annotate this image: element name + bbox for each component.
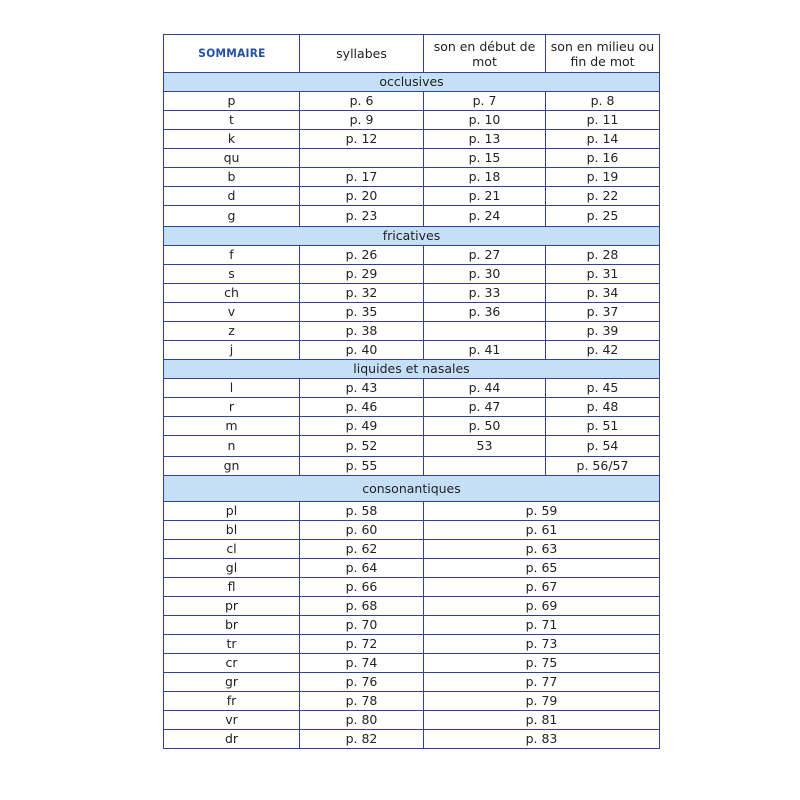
table-row <box>164 540 660 559</box>
section-header-row <box>164 73 660 92</box>
syllabes-cell: p. 17 <box>300 168 424 187</box>
table-row <box>164 436 660 457</box>
debut-cell: p. 13 <box>424 130 546 149</box>
table-row <box>164 635 660 654</box>
table-row <box>164 559 660 578</box>
sound-cell: qu <box>164 149 300 168</box>
syllabes-cell: p. 20 <box>300 187 424 206</box>
header-row <box>164 35 660 73</box>
syllabes-cell: p. 46 <box>300 398 424 417</box>
syllabes-cell: p. 66 <box>300 578 424 597</box>
milieu-cell: p. 56/57 <box>546 457 660 476</box>
table-row <box>164 417 660 436</box>
syllabes-cell: p. 35 <box>300 303 424 322</box>
debut-cell: p. 33 <box>424 284 546 303</box>
sound-cell: pl <box>164 502 300 521</box>
section-title: occlusives <box>164 73 660 92</box>
table-row <box>164 616 660 635</box>
sommaire-table <box>163 34 660 749</box>
sommaire-title: SOMMAIRE <box>169 35 294 73</box>
son-merged-cell: p. 75 <box>424 654 660 673</box>
syllabes-cell: p. 38 <box>300 322 424 341</box>
son-merged-cell: p. 61 <box>424 521 660 540</box>
sound-cell: b <box>164 168 300 187</box>
son-merged-cell: p. 59 <box>424 502 660 521</box>
table-row <box>164 130 660 149</box>
sound-cell: fr <box>164 692 300 711</box>
syllabes-cell: p. 82 <box>300 730 424 749</box>
syllabes-cell: p. 32 <box>300 284 424 303</box>
milieu-cell: p. 11 <box>546 111 660 130</box>
table-row <box>164 187 660 206</box>
milieu-cell: p. 37 <box>546 303 660 322</box>
son-merged-cell: p. 63 <box>424 540 660 559</box>
table-row <box>164 673 660 692</box>
debut-cell: p. 47 <box>424 398 546 417</box>
syllabes-cell: p. 23 <box>300 206 424 227</box>
table-row <box>164 206 660 227</box>
sound-cell: k <box>164 130 300 149</box>
syllabes-cell: p. 43 <box>300 379 424 398</box>
syllabes-cell: p. 52 <box>300 436 424 457</box>
milieu-cell: p. 14 <box>546 130 660 149</box>
syllabes-cell: p. 40 <box>300 341 424 360</box>
milieu-cell: p. 39 <box>546 322 660 341</box>
syllabes-cell: p. 55 <box>300 457 424 476</box>
sound-cell: d <box>164 187 300 206</box>
sound-cell: j <box>164 341 300 360</box>
table-row <box>164 597 660 616</box>
syllabes-cell: p. 74 <box>300 654 424 673</box>
sound-cell: f <box>164 246 300 265</box>
son-merged-cell: p. 73 <box>424 635 660 654</box>
syllabes-cell: p. 12 <box>300 130 424 149</box>
debut-cell: p. 41 <box>424 341 546 360</box>
table-row <box>164 398 660 417</box>
sound-cell: gn <box>164 457 300 476</box>
syllabes-cell <box>300 149 424 168</box>
debut-cell <box>424 457 546 476</box>
milieu-cell: p. 31 <box>546 265 660 284</box>
section-title: liquides et nasales <box>164 360 660 379</box>
column-header-debut: son en début de mot <box>424 35 546 73</box>
milieu-cell: p. 28 <box>546 246 660 265</box>
syllabes-cell: p. 9 <box>300 111 424 130</box>
table-row <box>164 730 660 749</box>
sound-cell: t <box>164 111 300 130</box>
table-row <box>164 711 660 730</box>
son-merged-cell: p. 81 <box>424 711 660 730</box>
section-title: consonantiques <box>164 476 660 502</box>
syllabes-cell: p. 72 <box>300 635 424 654</box>
sound-cell: gr <box>164 673 300 692</box>
section-header-row <box>164 476 660 502</box>
syllabes-cell: p. 6 <box>300 92 424 111</box>
son-merged-cell: p. 77 <box>424 673 660 692</box>
milieu-cell: p. 22 <box>546 187 660 206</box>
sound-cell: cl <box>164 540 300 559</box>
syllabes-cell: p. 62 <box>300 540 424 559</box>
son-merged-cell: p. 79 <box>424 692 660 711</box>
table-row <box>164 502 660 521</box>
sound-cell: cr <box>164 654 300 673</box>
milieu-cell: p. 34 <box>546 284 660 303</box>
sound-cell: fl <box>164 578 300 597</box>
debut-cell: p. 36 <box>424 303 546 322</box>
table-row <box>164 303 660 322</box>
milieu-cell: p. 19 <box>546 168 660 187</box>
debut-cell: p. 50 <box>424 417 546 436</box>
sound-cell: br <box>164 616 300 635</box>
sound-cell: r <box>164 398 300 417</box>
debut-cell: p. 18 <box>424 168 546 187</box>
syllabes-cell: p. 76 <box>300 673 424 692</box>
syllabes-cell: p. 58 <box>300 502 424 521</box>
son-merged-cell: p. 69 <box>424 597 660 616</box>
column-header-syllabes: syllabes <box>300 35 424 73</box>
sound-cell: z <box>164 322 300 341</box>
milieu-cell: p. 42 <box>546 341 660 360</box>
table-row <box>164 246 660 265</box>
son-merged-cell: p. 67 <box>424 578 660 597</box>
milieu-cell: p. 48 <box>546 398 660 417</box>
debut-cell: p. 15 <box>424 149 546 168</box>
table-row <box>164 341 660 360</box>
sound-cell: dr <box>164 730 300 749</box>
table-row <box>164 92 660 111</box>
syllabes-cell: p. 26 <box>300 246 424 265</box>
syllabes-cell: p. 60 <box>300 521 424 540</box>
sound-cell: ch <box>164 284 300 303</box>
section-header-row <box>164 227 660 246</box>
milieu-cell: p. 16 <box>546 149 660 168</box>
son-merged-cell: p. 65 <box>424 559 660 578</box>
section-header-row <box>164 360 660 379</box>
syllabes-cell: p. 64 <box>300 559 424 578</box>
milieu-cell: p. 25 <box>546 206 660 227</box>
milieu-cell: p. 8 <box>546 92 660 111</box>
milieu-cell: p. 54 <box>546 436 660 457</box>
syllabes-cell: p. 49 <box>300 417 424 436</box>
syllabes-cell: p. 68 <box>300 597 424 616</box>
debut-cell: p. 21 <box>424 187 546 206</box>
table-row <box>164 284 660 303</box>
debut-cell: p. 27 <box>424 246 546 265</box>
syllabes-cell: p. 78 <box>300 692 424 711</box>
sound-cell: v <box>164 303 300 322</box>
table-row <box>164 149 660 168</box>
milieu-cell: p. 45 <box>546 379 660 398</box>
son-merged-cell: p. 83 <box>424 730 660 749</box>
table-row <box>164 379 660 398</box>
sound-cell: g <box>164 206 300 227</box>
table-row <box>164 521 660 540</box>
debut-cell <box>424 322 546 341</box>
syllabes-cell: p. 80 <box>300 711 424 730</box>
table-row <box>164 111 660 130</box>
sound-cell: gl <box>164 559 300 578</box>
sound-cell: tr <box>164 635 300 654</box>
son-merged-cell: p. 71 <box>424 616 660 635</box>
sound-cell: l <box>164 379 300 398</box>
sound-cell: n <box>164 436 300 457</box>
table-row <box>164 322 660 341</box>
milieu-cell: p. 51 <box>546 417 660 436</box>
table-row <box>164 578 660 597</box>
table-row <box>164 457 660 476</box>
table-row <box>164 654 660 673</box>
debut-cell: p. 44 <box>424 379 546 398</box>
syllabes-cell: p. 29 <box>300 265 424 284</box>
sound-cell: vr <box>164 711 300 730</box>
debut-cell: 53 <box>424 436 546 457</box>
sound-cell: p <box>164 92 300 111</box>
column-header-milieu: son en milieu ou fin de mot <box>546 35 660 73</box>
debut-cell: p. 10 <box>424 111 546 130</box>
table-row <box>164 265 660 284</box>
sound-cell: pr <box>164 597 300 616</box>
table-row <box>164 692 660 711</box>
debut-cell: p. 30 <box>424 265 546 284</box>
sound-cell: m <box>164 417 300 436</box>
syllabes-cell: p. 70 <box>300 616 424 635</box>
sound-cell: bl <box>164 521 300 540</box>
debut-cell: p. 7 <box>424 92 546 111</box>
debut-cell: p. 24 <box>424 206 546 227</box>
section-title: fricatives <box>164 227 660 246</box>
table-body <box>164 35 660 749</box>
sound-cell: s <box>164 265 300 284</box>
table-row <box>164 168 660 187</box>
